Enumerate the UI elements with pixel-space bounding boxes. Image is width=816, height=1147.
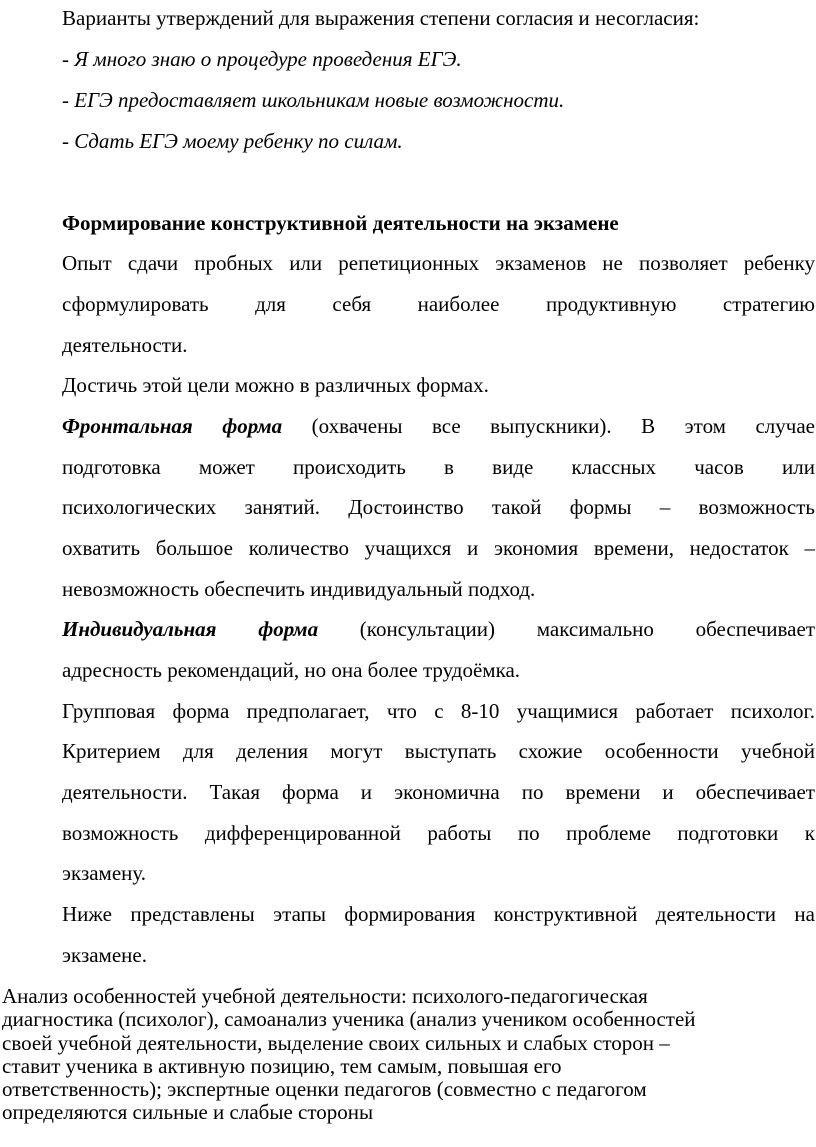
paragraph-line: Достичь этой цели можно в различных формах. — [62, 373, 489, 397]
paragraph-line: Групповая форма предполагает, что с 8-10 учащимися работает психолог. — [62, 699, 815, 723]
paragraph-line: психологических занятий. Достоинство такой формы – возможность — [62, 495, 815, 519]
paragraph-line: деятельности. Такая форма и экономична по времени и обеспечивает — [62, 780, 815, 804]
frontal-form-text: (охвачены все выпускники). В этом случае — [282, 414, 815, 438]
paragraph-line: экзамену. — [62, 861, 147, 885]
analysis-line: своей учебной деятельности, выделение своих сильных и слабых сторон – — [2, 1030, 670, 1055]
statement-item: - Я много знаю о процедуре проведения ЕГЭ. — [62, 47, 462, 71]
analysis-line: диагностика (психолог), самоанализ ученика (анализ учеником особенностей — [2, 1007, 696, 1032]
paragraph-line: адресность рекомендаций, но она более трудоёмка. — [62, 658, 521, 682]
analysis-line: ставит ученика в активную позицию, тем самым, повышая его — [2, 1053, 562, 1078]
paragraph-line: Критерием для деления могут выступать схожие особенности учебной — [62, 739, 815, 763]
paragraph-line: Ниже представлены этапы формирования конструктивной деятельности на — [62, 902, 815, 926]
paragraph-line: экзамене. — [62, 943, 147, 967]
paragraph-line: сформулировать для себя наиболее продуктивную стратегию — [62, 292, 815, 316]
intro-heading: Варианты утверждений для выражения степени согласия и несогласия: — [62, 6, 700, 30]
individual-form-line — [62, 617, 815, 642]
statement-item: - Сдать ЕГЭ моему ребенку по силам. — [62, 129, 403, 153]
individual-form-text: (консультации) максимально обеспечивает — [318, 617, 815, 641]
paragraph-line: деятельности. — [62, 333, 188, 357]
analysis-line: ответственность); экспертные оценки педагогов (совместно с педагогом — [2, 1077, 647, 1102]
paragraph-line: невозможность обеспечить индивидуальный подход. — [62, 577, 536, 601]
frontal-form-term: Фронтальная форма — [62, 414, 283, 438]
frontal-form-line — [62, 414, 815, 439]
paragraph-line: Опыт сдачи пробных или репетиционных экзаменов не позволяет ребенку — [62, 251, 815, 275]
section-title: Формирование конструктивной деятельности на экзамене — [62, 211, 619, 235]
analysis-paragraph — [2, 985, 814, 1125]
statement-item: - ЕГЭ предоставляет школьникам новые возможности. — [62, 88, 565, 112]
analysis-line: определяются сильные и слабые стороны — [2, 1100, 374, 1125]
individual-form-term: Индивидуальная форма — [62, 617, 319, 641]
paragraph-line: подготовка может происходить в виде классных часов или — [62, 455, 815, 479]
paragraph-line: возможность дифференцированной работы по проблеме подготовки к — [62, 821, 815, 845]
paragraph-line: охватить большое количество учащихся и экономия времени, недостаток – — [62, 536, 815, 560]
analysis-line: Анализ особенностей учебной деятельности: психолого-педагогическая — [2, 984, 648, 1008]
